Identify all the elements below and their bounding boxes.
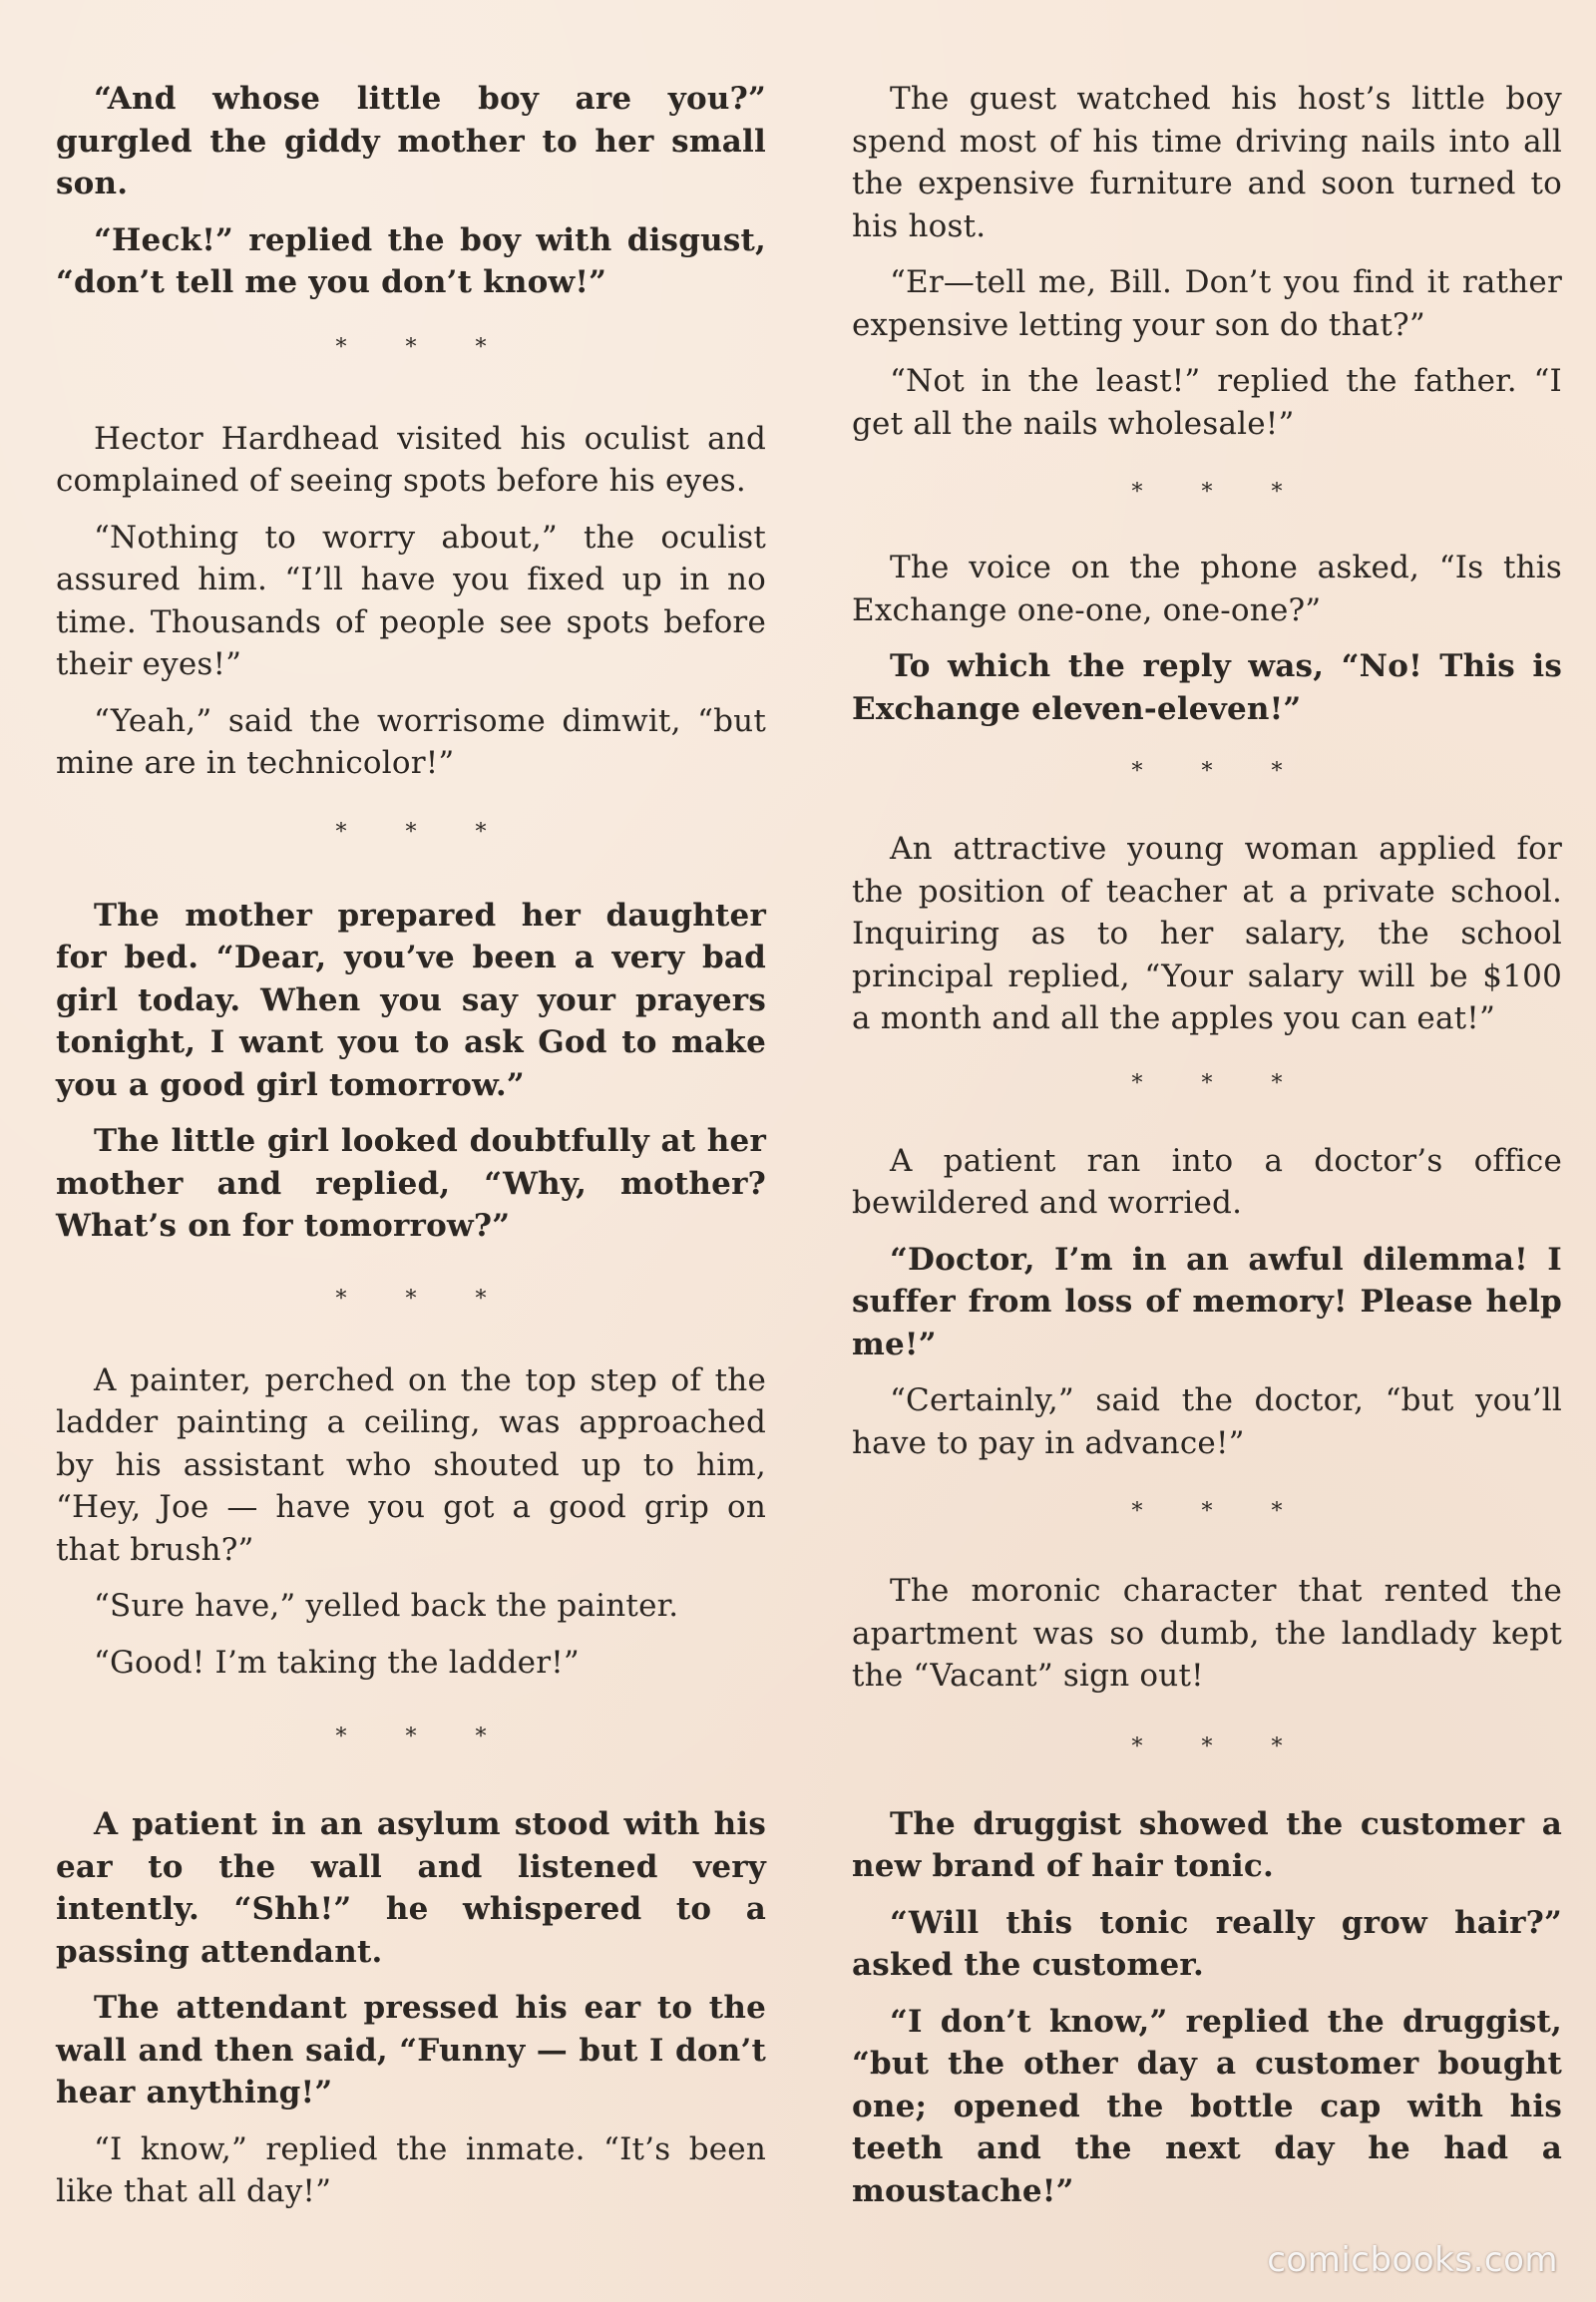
joke-memory <box>852 1140 1562 1465</box>
joke-separator: * * * <box>1131 759 1309 784</box>
joke-paragraph: “Certainly,” said the doctor, “but you’ll have to pay in advance!” <box>852 1382 1562 1461</box>
site-watermark: comicbooks.com <box>1267 2240 1558 2280</box>
joke-paragraph: “And whose little boy are you?” gurgled the giddy mother to her small son. <box>56 81 766 201</box>
joke-paragraph: “Er—tell me, Bill. Don’t you find it rather expensive letting your son do that?” <box>852 264 1562 343</box>
joke-paragraph: The moronic character that rented the apartment was so dumb, the landlady kept the “Vacant” sign out! <box>852 1573 1562 1694</box>
joke-paragraph: The attendant pressed his ear to the wall and then said, “Funny — but I don’t hear anything!” <box>56 1990 766 2110</box>
joke-paragraph: The little girl looked doubtfully at her mother and replied, “Why, mother? What’s on for tomorrow?” <box>56 1123 766 1244</box>
joke-paragraph: “Yeah,” said the worrisome dimwit, “but mine are in technicolor!” <box>56 702 766 781</box>
right-column <box>852 78 1562 2226</box>
joke-paragraph: A patient ran into a doctor’s office bewildered and worried. <box>852 1142 1562 1221</box>
joke-paragraph: “Doctor, I’m in an awful dilemma! I suffer from loss of memory! Please help me!” <box>852 1241 1562 1362</box>
joke-paragraph: Hector Hardhead visited his oculist and complained of seeing spots before his eyes. <box>56 420 766 499</box>
joke-separator: * * * <box>335 334 513 360</box>
joke-exchange <box>852 547 1562 730</box>
joke-paragraph: A patient in an asylum stood with his ear to the wall and listened very intently. “Shh!” he whispered to a passing attendant. <box>56 1806 766 1970</box>
joke-nails <box>852 78 1562 445</box>
joke-paragraph: The guest watched his host’s little boy spend most of his time driving nails into all the expensive furniture and soon turned to his host. <box>852 81 1562 244</box>
joke-teacher <box>852 828 1562 1040</box>
joke-hair-tonic <box>852 1803 1562 2213</box>
joke-paragraph: A painter, perched on the top step of the ladder painting a ceiling, was approached by his assistant who shouted up to him, “Hey, Joe — have you got a good grip on that brush?” <box>56 1361 766 1568</box>
joke-paragraph: “Sure have,” yelled back the painter. <box>94 1588 679 1624</box>
joke-asylum <box>56 1803 766 2213</box>
joke-vacant <box>852 1570 1562 1698</box>
joke-paragraph: “Heck!” replied the boy with disgust, “don’t tell me you don’t know!” <box>56 221 766 300</box>
joke-paragraph: “Good! I’m taking the ladder!” <box>94 1644 580 1681</box>
joke-bad-girl <box>56 895 766 1248</box>
joke-separator: * * * <box>1131 1733 1309 1759</box>
joke-paragraph: The druggist showed the customer a new brand of hair tonic. <box>852 1805 1562 1884</box>
joke-little-boy <box>56 78 766 304</box>
joke-oculist <box>56 418 766 785</box>
left-column <box>56 78 766 2227</box>
joke-paragraph: “Nothing to worry about,” the oculist assured him. “I’ll have you fixed up in no time. Thousands of people see spots before their eyes!” <box>56 519 766 682</box>
joke-paragraph: The mother prepared her daughter for bed. “Dear, you’ve been a very bad girl today. When you say your prayers tonight, I want you to ask God to make you a good girl tomorrow.” <box>56 897 766 1103</box>
joke-paragraph: “Not in the least!” replied the father. “I get all the nails wholesale!” <box>852 363 1562 442</box>
joke-separator: * * * <box>1131 1499 1309 1524</box>
joke-paragraph: The voice on the phone asked, “Is this Exchange one-one, one-one?” <box>852 550 1562 628</box>
joke-painter <box>56 1359 766 1685</box>
joke-separator: * * * <box>1131 480 1309 505</box>
joke-paragraph: To which the reply was, “No! This is Exchange eleven-eleven!” <box>852 648 1562 727</box>
joke-paragraph: An attractive young woman applied for the position of teacher at a private school. Inquiring as to her salary, the school principal replied, “Your salary will be $100 a month and all the apples you can eat!” <box>852 831 1562 1036</box>
joke-separator: * * * <box>335 819 513 845</box>
joke-separator: * * * <box>335 1725 513 1749</box>
joke-paragraph: “I don’t know,” replied the druggist, “but the other day a customer bought one; opened the bottle cap with his teeth and the next day he had a moustache!” <box>852 2003 1562 2209</box>
joke-separator: * * * <box>1131 1070 1309 1096</box>
joke-paragraph: “Will this tonic really grow hair?” asked the customer. <box>852 1904 1562 1983</box>
joke-paragraph: “I know,” replied the inmate. “It’s been like that all day!” <box>56 2130 766 2209</box>
joke-separator: * * * <box>335 1286 513 1312</box>
